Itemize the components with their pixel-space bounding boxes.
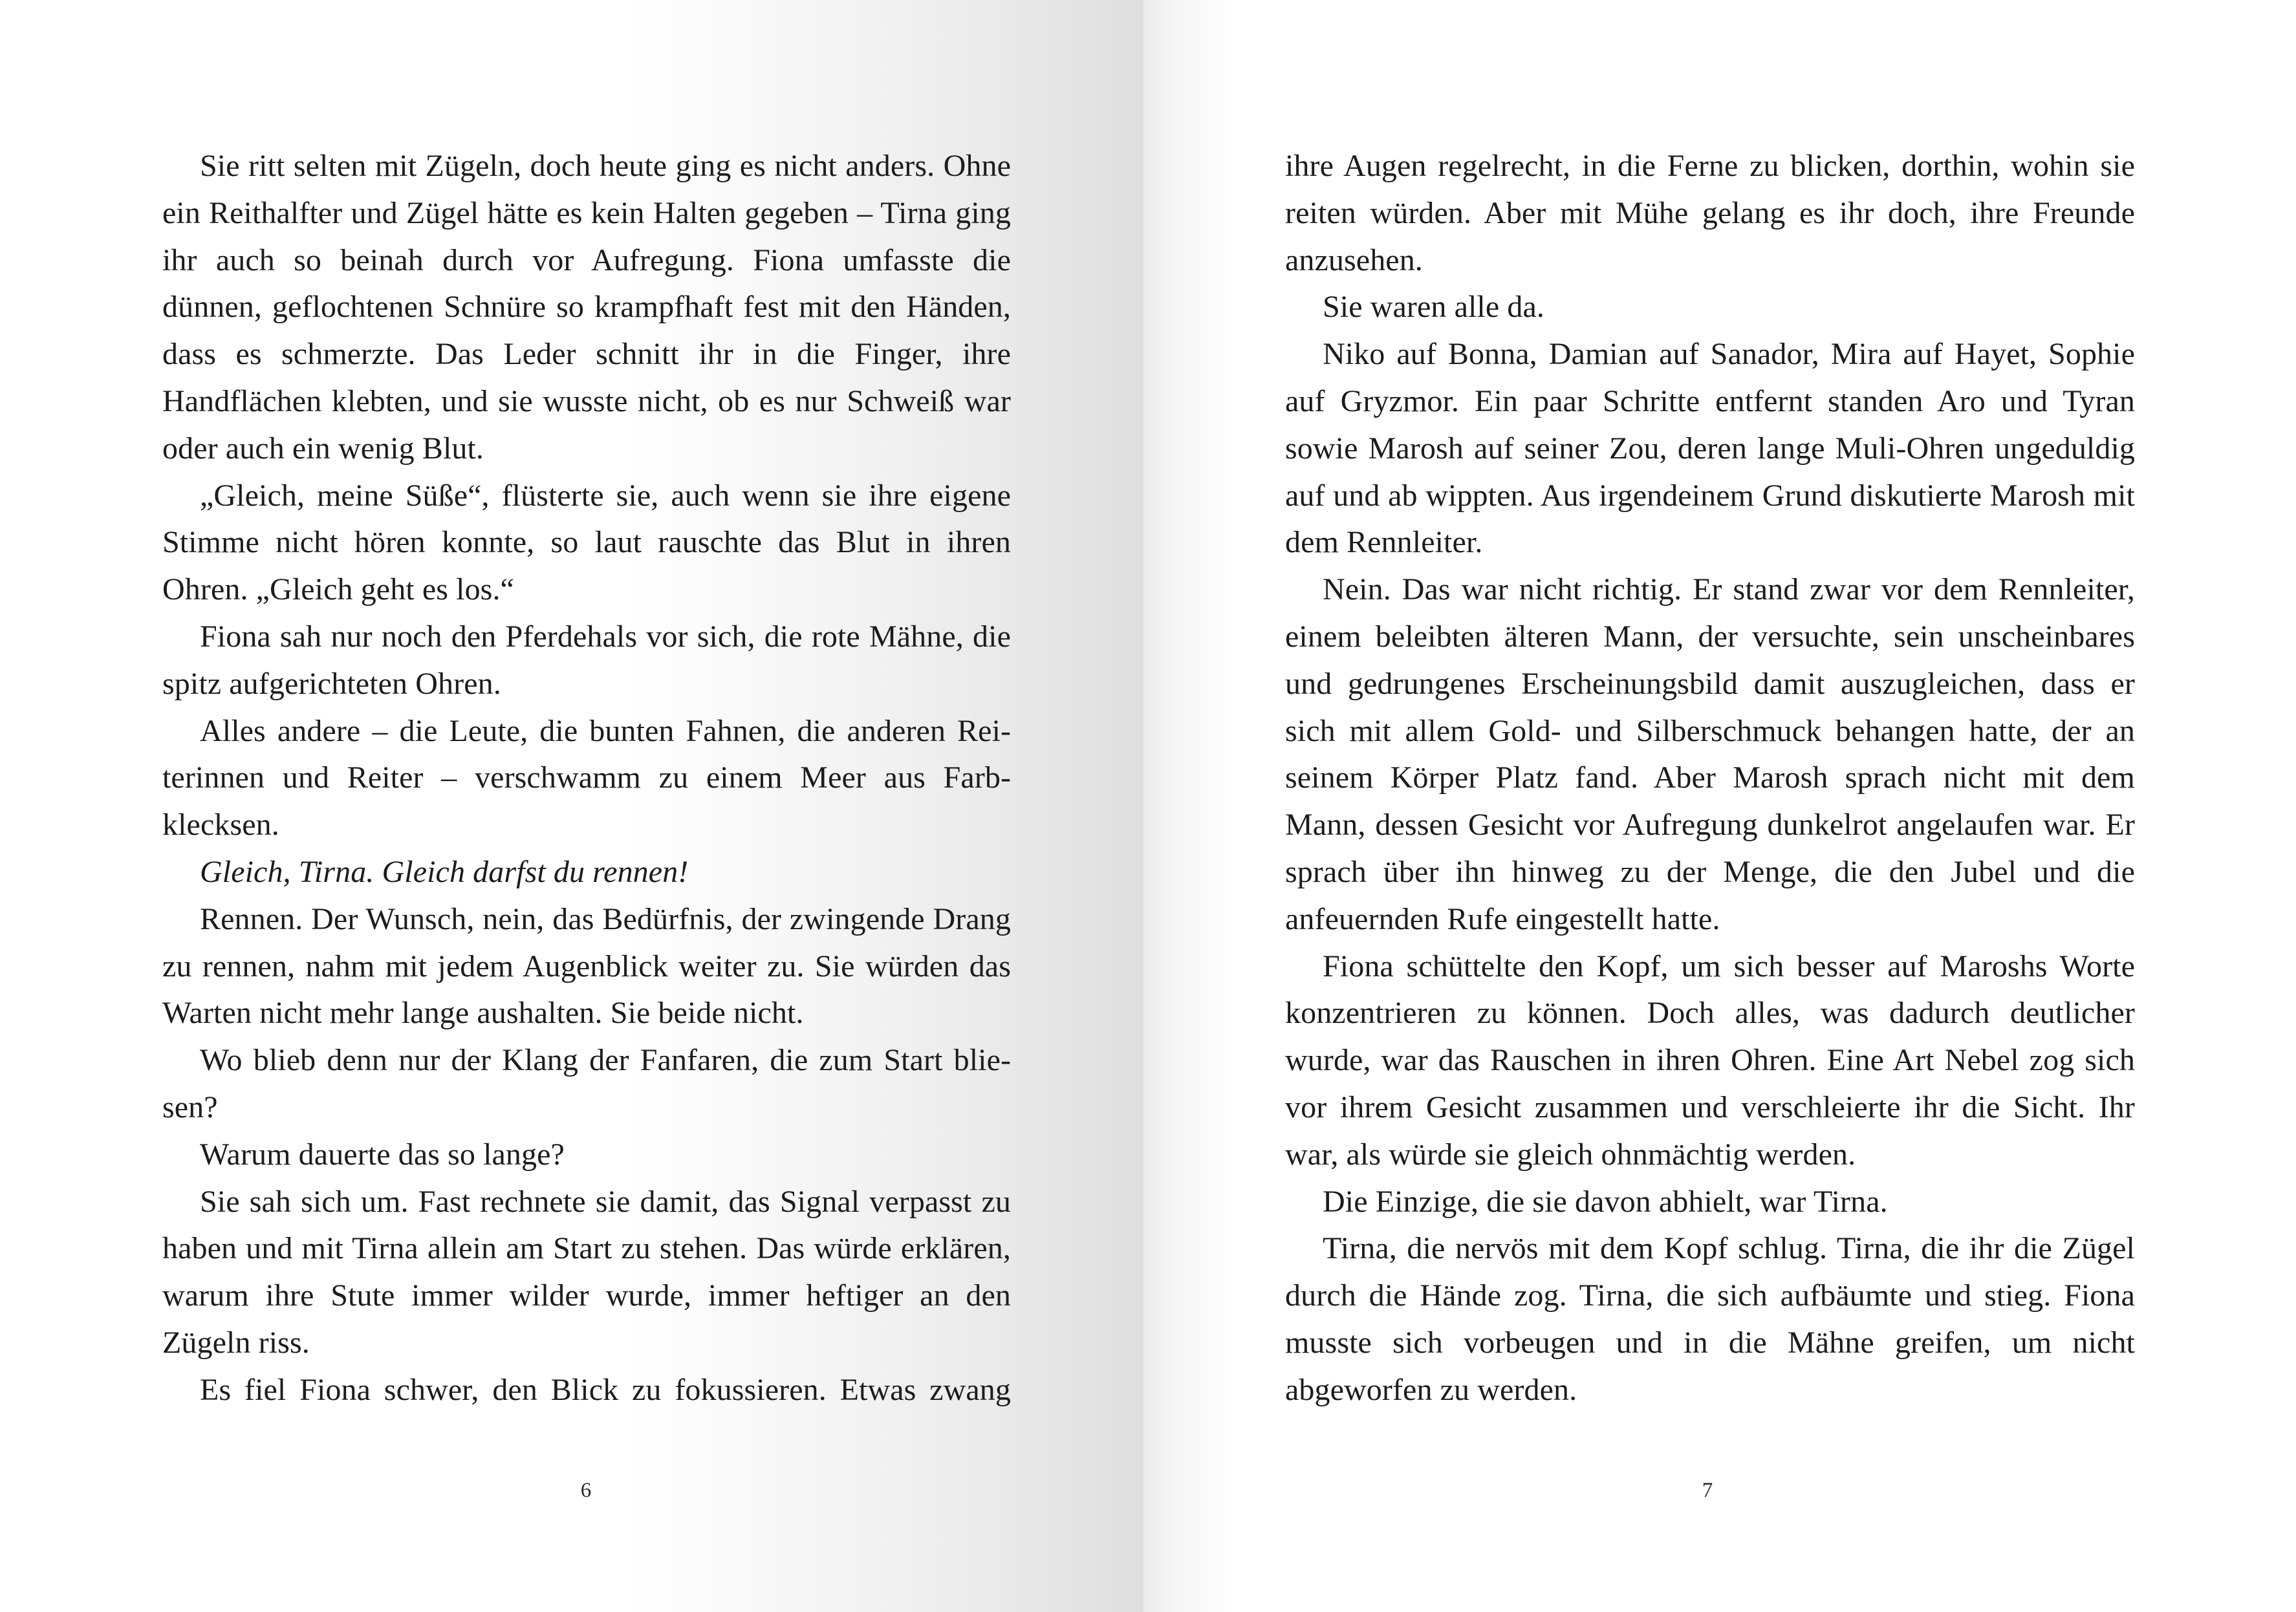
paragraph: Die Einzige, die sie davon abhielt, war Tirna. (1323, 1184, 1888, 1219)
right-page-text (1285, 143, 2135, 1414)
paragraph-continuation: ihre Augen regelrecht, in die Ferne zu blicken, dorthin, wohin sie reiten würden. Aber mit Mühe gelang es ihr doch, ihre Freunde anzusehen. (1285, 149, 2135, 277)
paragraph: Fiona sah nur noch den Pferdehals vor sich, die rote Mähne, die spitz aufgerichteten Ohren. (162, 619, 1011, 701)
paragraph: Wo blieb denn nur der Klang der Fanfaren, die zum Start bliesen? (162, 1043, 1011, 1124)
paragraph: Nein. Das war nicht richtig. Er stand zwar vor dem Rennleiter, einem beleibten älteren Mann, der versuchte, sein unscheinbares und gedrungenes Erscheinungsbild damit auszugleichen, dass er sich mit allem Gold- und Silberschmuck behangen hatte, der an seinem Körper Platz fand. Aber Marosh sprach nicht mit dem Mann, dessen Gesicht vor Aufregung dunkelrot angelaufen war. Er sprach über ihn hinweg zu der Menge, die den Jubel und die anfeuernden Rufe eingestellt hatte. (1285, 572, 2135, 936)
paragraph: Sie waren alle da. (1323, 290, 1544, 325)
paragraph-italic: Gleich, Tirna. Gleich darfst du rennen! (200, 854, 689, 889)
paragraph: Warum dauerte das so lange? (200, 1137, 565, 1172)
paragraph: Rennen. Der Wunsch, nein, das Bedürfnis, der zwingende Drang zu rennen, nahm mit jedem Augenblick weiter zu. Sie würden das Warten nicht mehr lange aushalten. Sie beide nicht. (162, 901, 1011, 1031)
page-number-left: 6 (580, 1479, 592, 1502)
page-number-right: 7 (1702, 1479, 1713, 1502)
paragraph-continued: Es fiel Fiona schwer, den Blick zu fokussieren. Etwas zwang (200, 1372, 1011, 1407)
paragraph: Sie sah sich um. Fast rechnete sie damit, das Signal verpasst zu haben und mit Tirna allein am Start zu stehen. Das würde erklären, warum ihre Stute immer wilder wurde, immer heftiger an den Zügeln riss. (162, 1184, 1011, 1360)
right-page (1143, 0, 2296, 1612)
left-page-text (162, 143, 1011, 1414)
paragraph: Niko auf Bonna, Damian auf Sanador, Mira auf Hayet, Sophie auf Gryzmor. Ein paar Schritte entfernt standen Aro und Tyran sowie Marosh auf seiner Zou, deren lange Muli-Ohren ungeduldig auf und ab wippten. Aus irgendeinem Grund diskutierte Marosh mit dem Rennleiter. (1285, 337, 2135, 560)
paragraph: Tirna, die nervös mit dem Kopf schlug. Tirna, die ihr die Zügel durch die Hände zog. Tirna, die sich aufbäumte und stieg. Fiona musste sich vorbeugen und in die Mähne greifen, um nicht abgeworfen zu werden. (1285, 1231, 2135, 1407)
paragraph: Sie ritt selten mit Zügeln, doch heute ging es nicht anders. Ohne ein Reithalfter und Zügel hätte es kein Halten gegeben – Tirna ging ihr auch so beinah durch vor Aufregung. Fiona umfasste die dünnen, geflochtenen Schnüre so krampfhaft fest mit den Händen, dass es schmerzte. Das Leder schnitt ihr in die Finger, ihre Handflächen klebten, und sie wusste nicht, ob es nur Schweiß war oder auch ein wenig Blut. (162, 149, 1011, 466)
paragraph: Fiona schüttelte den Kopf, um sich besser auf Maroshs Worte konzentrieren zu können. Doch alles, was dadurch deutlicher wurde, war das Rauschen in ihren Ohren. Eine Art Nebel zog sich vor ihrem Gesicht zusammen und verschleierte ihr die Sicht. Ihr war, als würde sie gleich ohnmächtig werden. (1285, 949, 2135, 1172)
paragraph: Alles andere – die Leute, die bunten Fahnen, die anderen Reiterinnen und Reiter – verschwamm zu einem Meer aus Farbklecksen. (162, 713, 1011, 843)
left-page (0, 0, 1143, 1612)
paragraph: „Gleich, meine Süße“, flüsterte sie, auch wenn sie ihre eigene Stimme nicht hören konnte, so laut rauschte das Blut in ihren Ohren. „Gleich geht es los.“ (162, 478, 1011, 607)
